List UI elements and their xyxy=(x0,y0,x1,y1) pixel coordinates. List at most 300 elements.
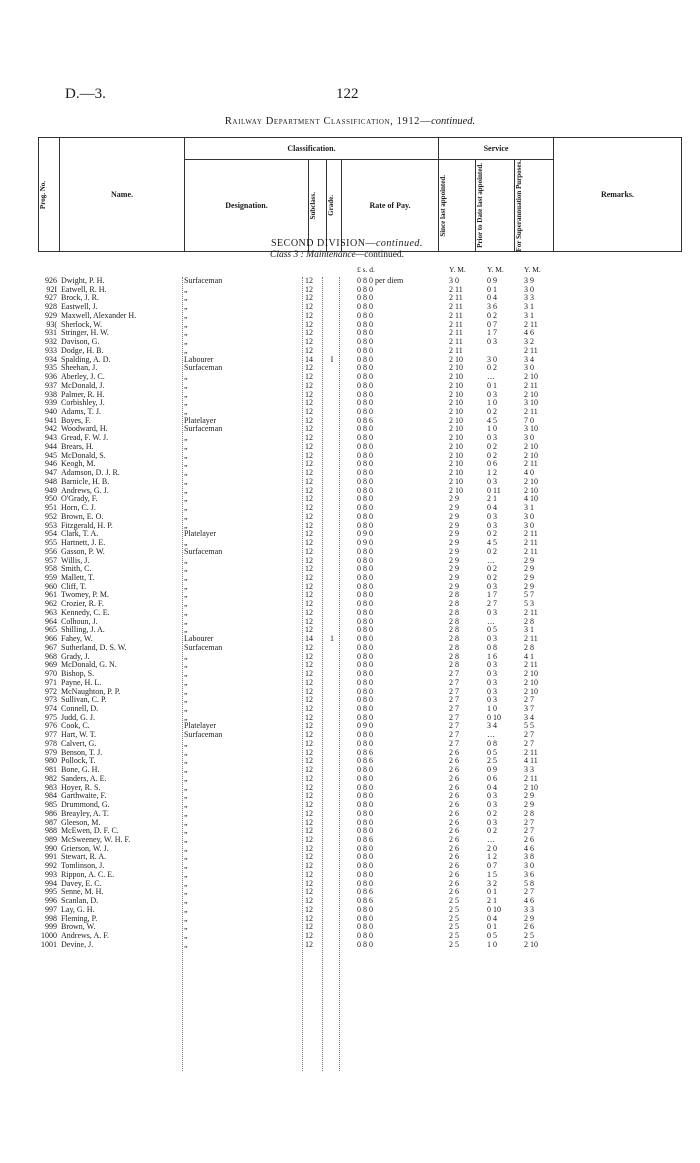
cell-s1: 2 9 xyxy=(449,572,459,582)
cell-des: Surfaceman xyxy=(184,730,223,740)
table-row xyxy=(0,696,700,705)
table-row xyxy=(0,775,700,784)
cell-name: Eatwell, R. H. xyxy=(61,284,107,294)
cell-s1: 2 10 xyxy=(449,433,463,443)
cell-des: „ xyxy=(184,441,188,451)
cell-des: „ xyxy=(184,695,188,705)
cell-pay: 0 8 0 xyxy=(357,546,373,556)
cell-name: Rippon, A. C. E. xyxy=(61,869,115,879)
cell-des: „ xyxy=(184,773,188,783)
cell-name: Gleeson, M. xyxy=(61,817,101,827)
cell-s3: 3 1 xyxy=(524,625,534,635)
cell-s2: 4 5 xyxy=(487,415,497,425)
cell-pay: 0 8 6 xyxy=(357,756,373,766)
cell-s2: 1 2 xyxy=(487,468,497,478)
cell-sub: 12 xyxy=(305,328,313,338)
cell-pay: 0 8 0 xyxy=(357,695,373,705)
cell-pay: 0 8 0 xyxy=(357,782,373,792)
cell-sub: 12 xyxy=(305,433,313,443)
cell-pay: 0 8 0 xyxy=(357,869,373,879)
cell-s1: 2 11 xyxy=(449,337,463,347)
cell-s3: 4 0 xyxy=(524,468,534,478)
cell-s2: 0 11 xyxy=(487,485,501,495)
class-heading: Class 3 : Maintenance—continued. xyxy=(270,250,405,260)
cell-no: 969 xyxy=(45,660,57,670)
cell-s3: 7 0 xyxy=(524,415,534,425)
cell-des: Labourer xyxy=(184,634,214,644)
table-row xyxy=(0,487,700,496)
cell-name: Grady, J. xyxy=(61,651,90,661)
cell-sub: 12 xyxy=(305,529,313,539)
cell-s2: 0 3 xyxy=(487,686,497,696)
cell-s2: 0 5 xyxy=(487,625,497,635)
cell-name: Gread, F. W. J. xyxy=(61,433,109,443)
cell-sub: 12 xyxy=(305,607,313,617)
cell-no: 979 xyxy=(45,747,57,757)
cell-pay: 0 8 0 xyxy=(357,398,373,408)
cell-name: Breayley, A. T. xyxy=(61,808,109,818)
cell-no: 996 xyxy=(45,896,57,906)
cell-name: Kennedy, C. E. xyxy=(61,607,110,617)
cell-s2: 0 5 xyxy=(487,747,497,757)
cell-name: Keogh, M. xyxy=(61,459,96,469)
cell-pay: 0 8 0 xyxy=(357,363,373,373)
cell-des: „ xyxy=(184,835,188,844)
cell-pay: 0 8 0 xyxy=(357,450,373,460)
cell-name: Boyes, F. xyxy=(61,415,91,425)
cell-pay: 0 8 0 xyxy=(357,861,373,871)
cell-s1: 2 6 xyxy=(449,765,459,775)
table-row xyxy=(0,853,700,862)
table-row xyxy=(0,539,700,548)
cell-des: „ xyxy=(184,337,188,347)
cell-sub: 12 xyxy=(305,564,313,574)
cell-name: Judd, G. J. xyxy=(61,712,96,722)
cell-s1: 2 8 xyxy=(449,625,459,635)
cell-pay: 0 8 0 xyxy=(357,773,373,783)
table-row xyxy=(0,522,700,531)
cell-s3: 3 4 xyxy=(524,712,534,722)
cell-no: 927 xyxy=(45,293,57,303)
cell-no: 1001 xyxy=(41,939,57,949)
cell-s2: 2 5 xyxy=(487,756,497,766)
cell-s1: 2 7 xyxy=(449,703,459,713)
cell-s3: 5 8 xyxy=(524,878,534,888)
cell-s3: 5 5 xyxy=(524,721,534,731)
cell-s3: 2 9 xyxy=(524,800,534,810)
cell-s3: 2 7 xyxy=(524,887,534,897)
cell-s3: 2 11 xyxy=(524,459,538,469)
cell-no: 938 xyxy=(45,389,57,399)
table-row xyxy=(0,609,700,618)
cell-no: 968 xyxy=(45,651,57,661)
cell-des: „ xyxy=(184,616,188,626)
cell-sub: 12 xyxy=(305,765,313,775)
cell-pay: 0 8 0 xyxy=(357,939,373,949)
cell-pay: 0 8 0 xyxy=(357,441,373,451)
cell-name: Gasson, P. W. xyxy=(61,546,105,556)
table-row xyxy=(0,705,700,714)
cell-pay: 0 8 0 xyxy=(357,931,373,941)
cell-s3: 3 4 xyxy=(524,354,534,364)
cell-pay: 0 8 0 xyxy=(357,293,373,303)
cell-no: 958 xyxy=(45,564,57,574)
cell-sub: 12 xyxy=(305,503,313,513)
cell-s3: 2 10 xyxy=(524,669,538,679)
cell-name: Hoyer, R. S. xyxy=(61,782,101,792)
cell-s3: 5 3 xyxy=(524,599,534,609)
cell-s2: 0 2 xyxy=(487,808,497,818)
cell-des: „ xyxy=(184,494,188,504)
cell-sub: 12 xyxy=(305,695,313,705)
cell-des: „ xyxy=(184,878,188,888)
cell-pay: 0 8 6 xyxy=(357,835,373,844)
cell-no: 939 xyxy=(45,398,57,408)
cell-s3: 3 6 xyxy=(524,869,534,879)
cell-sub: 12 xyxy=(305,773,313,783)
cell-s2: 2 7 xyxy=(487,599,497,609)
cell-no: 933 xyxy=(45,345,57,355)
cell-no: 937 xyxy=(45,380,57,390)
cell-s2: 0 2 xyxy=(487,546,497,556)
cell-name: Stewart, R. A. xyxy=(61,852,107,862)
cell-pay: 0 8 0 xyxy=(357,686,373,696)
cell-s2: … xyxy=(487,555,495,565)
cell-name: McDonald, S. xyxy=(61,450,106,460)
cell-no: 985 xyxy=(45,800,57,810)
cell-name: Hart, W. T. xyxy=(61,730,97,740)
col-rate-of-pay: Rate of Pay. xyxy=(342,160,439,252)
cell-des: „ xyxy=(184,293,188,303)
cell-des: „ xyxy=(184,328,188,338)
cell-s3: 5 7 xyxy=(524,590,534,600)
cell-des: „ xyxy=(184,896,188,906)
cell-no: 981 xyxy=(45,765,57,775)
cell-no: 973 xyxy=(45,695,57,705)
cell-s2: 0 5 xyxy=(487,931,497,941)
cell-des: „ xyxy=(184,581,188,591)
cell-s2: 4 5 xyxy=(487,538,497,548)
cell-des: „ xyxy=(184,861,188,871)
cell-des: „ xyxy=(184,931,188,941)
cell-s2: 0 7 xyxy=(487,861,497,871)
cell-s1: 2 6 xyxy=(449,808,459,818)
cell-s2: 1 0 xyxy=(487,939,497,949)
cell-name: Sherlock, W. xyxy=(61,319,103,329)
cell-s2: 0 2 xyxy=(487,441,497,451)
cell-s1: 2 11 xyxy=(449,310,463,320)
cell-sub: 12 xyxy=(305,913,313,923)
cell-s3: 3 0 xyxy=(524,284,534,294)
cell-s1: 2 5 xyxy=(449,922,459,932)
cell-no: 954 xyxy=(45,529,57,539)
col-prog-no: Prog. No. xyxy=(39,138,60,252)
cell-grade: I xyxy=(330,354,334,364)
cell-no: 993 xyxy=(45,869,57,879)
cell-des: „ xyxy=(184,398,188,408)
cell-s2: 1 7 xyxy=(487,328,497,338)
cell-no: 934 xyxy=(45,354,57,364)
cell-s1: 2 5 xyxy=(449,931,459,941)
cell-s1: 2 10 xyxy=(449,380,463,390)
table-row xyxy=(0,364,700,373)
cell-s1: 2 6 xyxy=(449,852,459,862)
cell-des: „ xyxy=(184,433,188,443)
table-row xyxy=(0,941,700,950)
cell-sub: 12 xyxy=(305,782,313,792)
cell-des: „ xyxy=(184,843,188,853)
cell-sub: 12 xyxy=(305,791,313,801)
cell-pay: 0 8 0 xyxy=(357,616,373,626)
cell-no: 972 xyxy=(45,686,57,696)
cell-name: Devine, J. xyxy=(61,939,94,949)
cell-s3: 2 11 xyxy=(524,345,538,355)
cell-pay: 0 8 0 per diem xyxy=(357,276,404,285)
table-row xyxy=(0,574,700,583)
table-row xyxy=(0,810,700,819)
cell-sub: 12 xyxy=(305,450,313,460)
cell-pay: 0 8 0 xyxy=(357,468,373,478)
cell-des: „ xyxy=(184,599,188,609)
cell-name: Andrews, G. J. xyxy=(61,485,109,495)
table-row xyxy=(0,391,700,400)
table-row xyxy=(0,356,700,365)
cell-s1: 2 6 xyxy=(449,782,459,792)
cell-name: Horn, C. J. xyxy=(61,503,96,513)
cell-s1: 2 9 xyxy=(449,520,459,530)
cell-s2: 0 2 xyxy=(487,564,497,574)
cell-s3: 2 11 xyxy=(524,634,538,644)
cell-no: 941 xyxy=(45,415,57,425)
cell-sub: 12 xyxy=(305,494,313,504)
document-code: D.—3. xyxy=(65,86,106,102)
cell-s3: 2 7 xyxy=(524,730,534,740)
table-row xyxy=(0,626,700,635)
cell-s1: 2 5 xyxy=(449,896,459,906)
cell-s3: 2 9 xyxy=(524,555,534,565)
cell-no: 980 xyxy=(45,756,57,766)
cell-s1: 2 11 xyxy=(449,284,463,294)
cell-pay: 0 8 0 xyxy=(357,913,373,923)
table-row xyxy=(0,880,700,889)
cell-s3: 3 2 xyxy=(524,337,534,347)
cell-des: „ xyxy=(184,459,188,469)
cell-s1: 2 10 xyxy=(449,476,463,486)
cell-name: Brown, W. xyxy=(61,922,96,932)
col-grade: Grade. xyxy=(327,160,342,252)
cell-s2: 0 1 xyxy=(487,380,497,390)
cell-name: Dwight, P. H. xyxy=(61,276,105,285)
cell-s1: 2 6 xyxy=(449,843,459,853)
cell-des: „ xyxy=(184,651,188,661)
cell-sub: 12 xyxy=(305,800,313,810)
col-subclass: Subclass. xyxy=(309,160,327,252)
cell-name: Benson, T. J. xyxy=(61,747,103,757)
cell-no: 974 xyxy=(45,703,57,713)
col-remarks: Remarks. xyxy=(554,138,682,252)
cell-s1: 2 7 xyxy=(449,721,459,731)
table-row xyxy=(0,714,700,723)
cell-pay: 0 8 0 xyxy=(357,319,373,329)
table-row xyxy=(0,434,700,443)
cell-pay: 0 8 0 xyxy=(357,599,373,609)
cell-des: „ xyxy=(184,800,188,810)
cell-s2: 0 1 xyxy=(487,887,497,897)
cell-pay: 0 8 0 xyxy=(357,372,373,382)
cell-no: 963 xyxy=(45,607,57,617)
cell-s1: 2 8 xyxy=(449,642,459,652)
cell-des: „ xyxy=(184,476,188,486)
cell-name: Senne, M. H. xyxy=(61,887,104,897)
cell-s1: 2 6 xyxy=(449,835,459,844)
cell-no: 959 xyxy=(45,572,57,582)
cell-no: 955 xyxy=(45,538,57,548)
cell-s3: 3 10 xyxy=(524,398,538,408)
cell-s3: 2 10 xyxy=(524,372,538,382)
table-row xyxy=(0,504,700,513)
table-row xyxy=(0,757,700,766)
cell-s2: 0 10 xyxy=(487,712,501,722)
cell-des: „ xyxy=(184,372,188,382)
cell-no: 932 xyxy=(45,337,57,347)
cell-name: Willis, J. xyxy=(61,555,90,565)
cell-name: Fahey, W. xyxy=(61,634,93,644)
cell-no: 953 xyxy=(45,520,57,530)
cell-s3: 2 7 xyxy=(524,817,534,827)
cell-name: Andrews, A. F. xyxy=(61,931,110,941)
cell-s1: 2 10 xyxy=(449,450,463,460)
cell-s3: 3 3 xyxy=(524,904,534,914)
cell-s3: 2 9 xyxy=(524,581,534,591)
cell-sub: 12 xyxy=(305,625,313,635)
cell-pay: 0 8 0 xyxy=(357,800,373,810)
cell-s3: 3 9 xyxy=(524,276,534,285)
cell-sub: 12 xyxy=(305,730,313,740)
cell-s1: 2 9 xyxy=(449,538,459,548)
cell-no: 948 xyxy=(45,476,57,486)
cell-des: „ xyxy=(184,389,188,399)
table-row xyxy=(0,338,700,347)
cell-s2: 0 3 xyxy=(487,817,497,827)
cell-name: Eastwell, J. xyxy=(61,302,98,312)
cell-sub: 12 xyxy=(305,302,313,312)
cell-s2: 0 2 xyxy=(487,529,497,539)
cell-s1: 2 10 xyxy=(449,354,463,364)
cell-sub: 12 xyxy=(305,398,313,408)
cell-pay: 0 8 0 xyxy=(357,817,373,827)
cell-s3: 2 8 xyxy=(524,642,534,652)
cell-sub: 12 xyxy=(305,389,313,399)
cell-pay: 0 8 0 xyxy=(357,677,373,687)
cell-sub: 12 xyxy=(305,476,313,486)
cell-name: Connell, D. xyxy=(61,703,99,713)
cell-s1: 2 6 xyxy=(449,878,459,888)
cell-sub: 12 xyxy=(305,677,313,687)
cell-s1: 2 6 xyxy=(449,887,459,897)
cell-des: „ xyxy=(184,520,188,530)
cell-s2: 1 6 xyxy=(487,651,497,661)
cell-s3: 3 10 xyxy=(524,424,538,434)
cell-s2: … xyxy=(487,616,495,626)
cell-name: Cook, C. xyxy=(61,721,90,731)
table-row xyxy=(0,591,700,600)
cell-name: Bone, G. H. xyxy=(61,765,100,775)
cell-name: McDonald, G. N. xyxy=(61,660,117,670)
cell-name: Adams, T. J. xyxy=(61,407,101,417)
cell-s1: 2 7 xyxy=(449,730,459,740)
table-row xyxy=(0,731,700,740)
cell-s1: 2 8 xyxy=(449,599,459,609)
cell-s2: 2 0 xyxy=(487,843,497,853)
cell-name: Hartnett, J. E. xyxy=(61,538,106,548)
cell-s2: … xyxy=(487,835,495,844)
cell-no: 971 xyxy=(45,677,57,687)
cell-s1: 2 8 xyxy=(449,634,459,644)
cell-name: Maxwell, Alexander H. xyxy=(61,310,137,320)
cell-s1: 2 6 xyxy=(449,773,459,783)
cell-no: 92I xyxy=(46,284,57,294)
cell-s3: 2 9 xyxy=(524,913,534,923)
cell-no: 965 xyxy=(45,625,57,635)
table-row xyxy=(0,399,700,408)
cell-s2: 3 2 xyxy=(487,878,497,888)
table-row xyxy=(0,294,700,303)
cell-des: Surfaceman xyxy=(184,642,223,652)
cell-s3: 2 11 xyxy=(524,407,538,417)
cell-name: McNaughton, P. P. xyxy=(61,686,121,696)
cell-s1: 2 8 xyxy=(449,616,459,626)
cell-s1: 2 10 xyxy=(449,424,463,434)
cell-s1: 2 9 xyxy=(449,564,459,574)
cell-name: Woodward, H. xyxy=(61,424,108,434)
table-row xyxy=(0,530,700,539)
cell-name: Davison, G. xyxy=(61,337,100,347)
cell-des: „ xyxy=(184,607,188,617)
prior-units: Y. M. xyxy=(487,265,504,274)
cell-pay: 0 8 0 xyxy=(357,791,373,801)
cell-s3: 2 8 xyxy=(524,808,534,818)
cell-s1: 2 10 xyxy=(449,441,463,451)
cell-no: 992 xyxy=(45,861,57,871)
cell-s2: 0 9 xyxy=(487,276,497,285)
cell-s3: 2 10 xyxy=(524,782,538,792)
cell-sub: 12 xyxy=(305,686,313,696)
cell-s3: 2 10 xyxy=(524,686,538,696)
cell-sub: 12 xyxy=(305,380,313,390)
cell-s3: 2 11 xyxy=(524,538,538,548)
cell-s3: 2 11 xyxy=(524,380,538,390)
cell-s1: 2 8 xyxy=(449,651,459,661)
cell-no: 945 xyxy=(45,450,57,460)
cell-s2: 0 2 xyxy=(487,450,497,460)
cell-name: McSweeney, W. H. F. xyxy=(61,835,131,844)
cell-no: 931 xyxy=(45,328,57,338)
cell-grade: 1 xyxy=(330,634,334,644)
table-row xyxy=(0,408,700,417)
cell-s3: 2 10 xyxy=(524,939,538,949)
cell-s1: 2 6 xyxy=(449,800,459,810)
table-header xyxy=(38,137,682,252)
cell-s1: 2 9 xyxy=(449,581,459,591)
col-designation: Designation. xyxy=(185,160,309,252)
cell-s1: 2 10 xyxy=(449,415,463,425)
cell-des: „ xyxy=(184,703,188,713)
cell-s1: 2 7 xyxy=(449,695,459,705)
cell-name: Calvert, G. xyxy=(61,738,97,748)
cell-sub: 12 xyxy=(305,896,313,906)
table-row xyxy=(0,495,700,504)
cell-s3: 2 7 xyxy=(524,826,534,836)
